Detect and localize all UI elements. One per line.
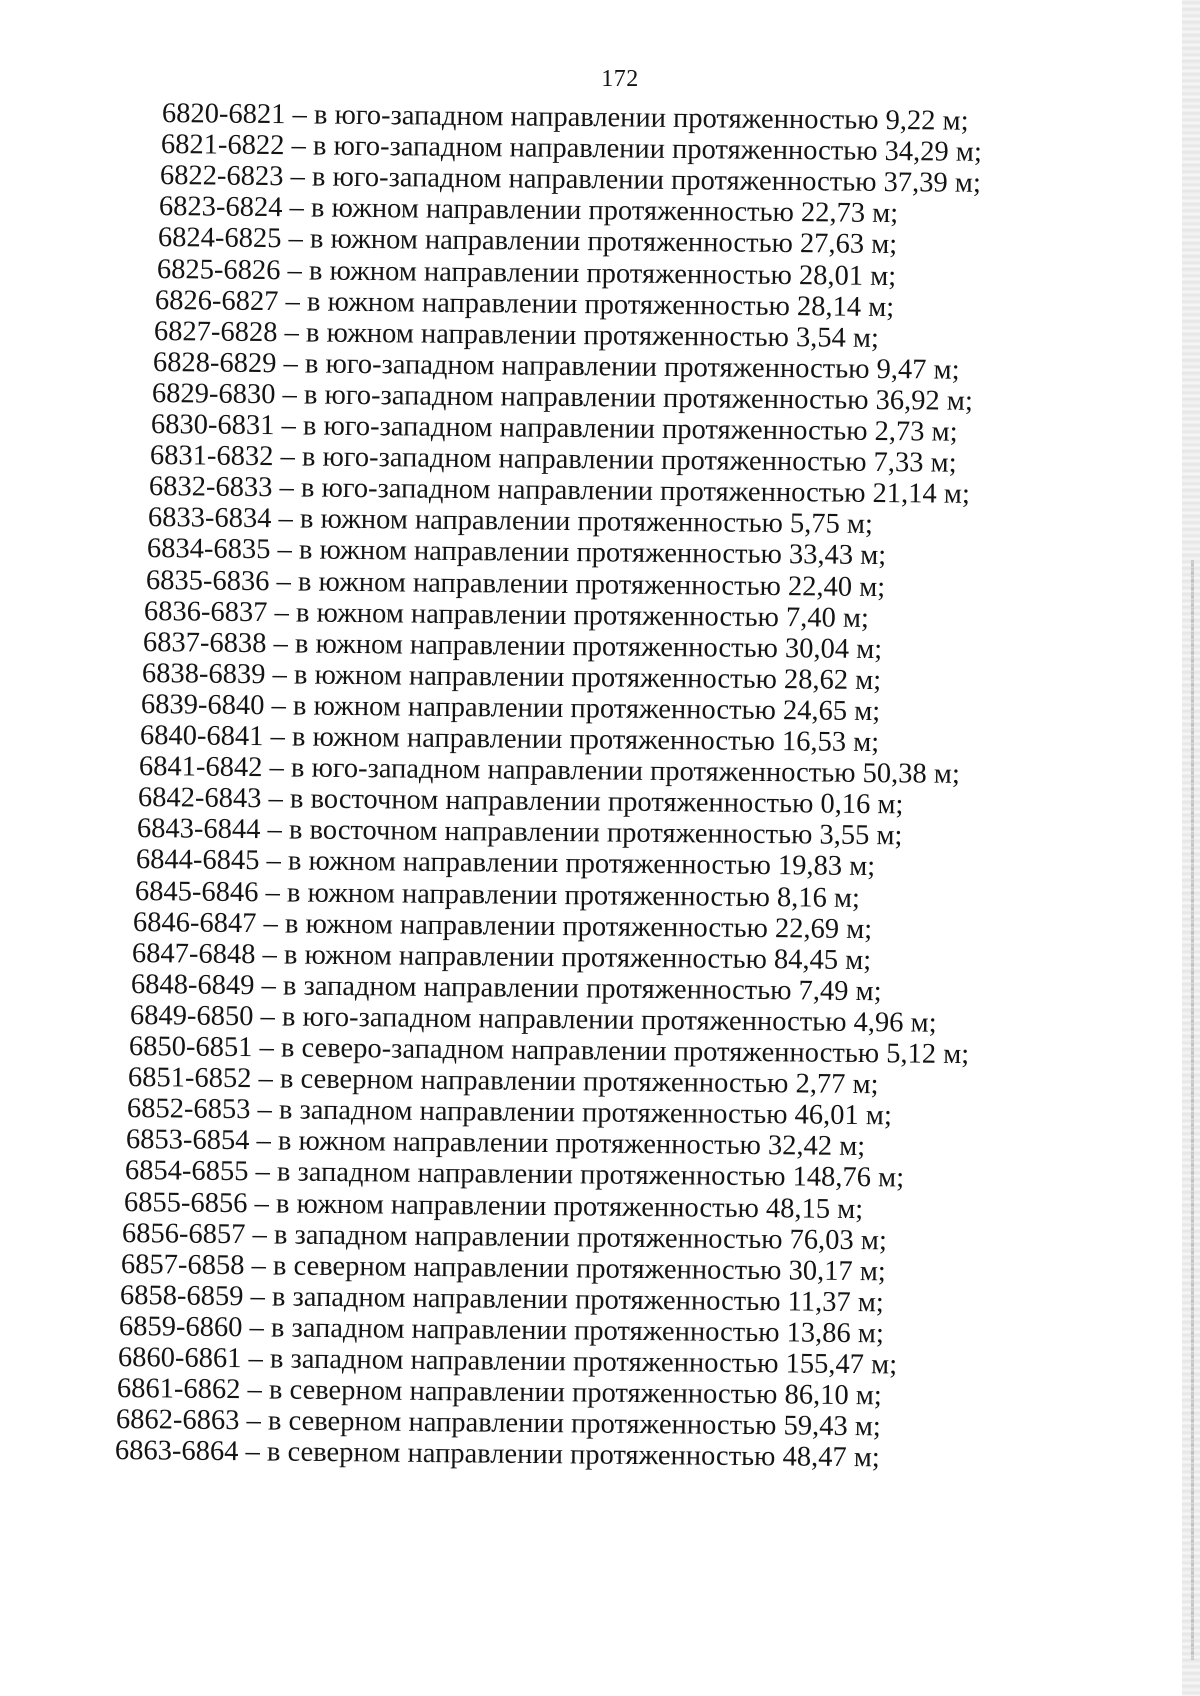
- boundary-segment-line: 6852-6853 – в западном направлении протяженностью 46,01 м;: [126, 1093, 892, 1132]
- boundary-segment-line: 6822-6823 – в юго-западном направлении протяженностью 37,39 м;: [159, 160, 981, 200]
- boundary-segment-line: 6841-6842 – в юго-западном направлении протяженностью 50,38 м;: [138, 751, 960, 790]
- boundary-segment-line: 6851-6852 – в северном направлении протяженностью 2,77 м;: [127, 1062, 879, 1101]
- boundary-segment-line: 6837-6838 – в южном направлении протяженностью 30,04 м;: [143, 626, 883, 665]
- boundary-segment-line: 6827-6828 – в южном направлении протяженностью 3,54 м;: [154, 315, 880, 354]
- boundary-segment-line: 6838-6839 – в южном направлении протяженностью 28,62 м;: [142, 657, 882, 696]
- boundary-segment-line: 6853-6854 – в южном направлении протяженностью 32,42 м;: [125, 1124, 866, 1163]
- boundary-segment-line: 6848-6849 – в западном направлении протяженностью 7,49 м;: [131, 968, 882, 1008]
- boundary-segment-line: 6862-6863 – в северном направлении протяженностью 59,43 м;: [115, 1404, 881, 1443]
- page-number: 172: [601, 66, 639, 92]
- boundary-segment-line: 6863-6864 – в северном направлении протяженностью 48,47 м;: [114, 1435, 880, 1474]
- boundary-segment-line: 6847-6848 – в южном направлении протяженностью 84,45 м;: [132, 937, 872, 976]
- boundary-segment-line: 6840-6841 – в южном направлении протяженностью 16,53 м;: [139, 720, 880, 759]
- boundary-segment-line: 6850-6851 – в северо-западном направлении протяженностью 5,12 м;: [128, 1031, 970, 1071]
- boundary-segment-line: 6821-6822 – в юго-западном направлении протяженностью 34,29 м;: [160, 129, 982, 168]
- boundary-segment-line: 6831-6832 – в юго-западном направлении протяженностью 7,33 м;: [149, 440, 957, 479]
- boundary-segment-line: 6855-6856 – в южном направлении протяженностью 48,15 м;: [123, 1186, 863, 1225]
- boundary-segment-line: 6839-6840 – в южном направлении протяженностью 24,65 м;: [140, 688, 881, 727]
- scan-edge-artifact-inner: [1191, 560, 1194, 1660]
- boundary-segment-line: 6820-6821 – в юго-западном направлении протяженностью 9,22 м;: [161, 98, 969, 137]
- boundary-segment-line: 6845-6846 – в южном направлении протяженностью 8,16 м;: [134, 875, 860, 914]
- boundary-segment-line: 6854-6855 – в западном направлении протяженностью 148,76 м;: [124, 1155, 904, 1194]
- boundary-segment-line: 6824-6825 – в южном направлении протяженностью 27,63 м;: [157, 222, 897, 261]
- boundary-segment-line: 6844-6845 – в южном направлении протяженностью 19,83 м;: [135, 844, 875, 883]
- boundary-segment-line: 6856-6857 – в западном направлении протяженностью 76,03 м;: [122, 1217, 888, 1256]
- boundary-segment-line: 6826-6827 – в южном направлении протяженностью 28,14 м;: [155, 284, 895, 323]
- boundary-segment-line: 6823-6824 – в южном направлении протяженностью 22,73 м;: [158, 191, 899, 230]
- boundary-segment-line: 6849-6850 – в юго-западном направлении протяженностью 4,96 м;: [129, 999, 937, 1039]
- boundary-segment-line: 6833-6834 – в южном направлении протяженностью 5,75 м;: [147, 502, 873, 541]
- boundary-segment-line: 6858-6859 – в западном направлении протяженностью 11,37 м;: [120, 1279, 885, 1319]
- boundary-segment-line: 6835-6836 – в южном направлении протяженностью 22,40 м;: [145, 564, 885, 603]
- boundary-segment-line: 6830-6831 – в юго-западном направлении протяженностью 2,73 м;: [150, 409, 958, 448]
- boundary-segment-line: 6829-6830 – в юго-западном направлении протяженностью 36,92 м;: [151, 377, 974, 417]
- boundary-segment-line: 6842-6843 – в восточном направлении протяженностью 0,16 м;: [137, 782, 904, 821]
- boundary-segment-line: 6836-6837 – в южном направлении протяженностью 7,40 м;: [144, 595, 870, 634]
- boundary-segment-line: 6857-6858 – в северном направлении протяженностью 30,17 м;: [121, 1248, 887, 1288]
- boundary-segment-line: 6828-6829 – в юго-западном направлении протяженностью 9,47 м;: [153, 346, 960, 386]
- boundary-segment-line: 6860-6861 – в западном направлении протяженностью 155,47 м;: [117, 1342, 898, 1381]
- boundary-segment-line: 6859-6860 – в западном направлении протяженностью 13,86 м;: [118, 1310, 885, 1350]
- boundary-segment-line: 6834-6835 – в южном направлении протяженностью 33,43 м;: [146, 533, 886, 572]
- boundary-segment-line: 6825-6826 – в южном направлении протяженностью 28,01 м;: [156, 253, 896, 292]
- boundary-segment-line: 6843-6844 – в восточном направлении протяженностью 3,55 м;: [136, 813, 903, 852]
- boundary-segment-line: 6832-6833 – в юго-западном направлении протяженностью 21,14 м;: [148, 471, 970, 511]
- boundary-segment-line: 6846-6847 – в южном направлении протяженностью 22,69 м;: [133, 906, 873, 945]
- boundary-segment-line: 6861-6862 – в северном направлении протяженностью 86,10 м;: [116, 1373, 882, 1412]
